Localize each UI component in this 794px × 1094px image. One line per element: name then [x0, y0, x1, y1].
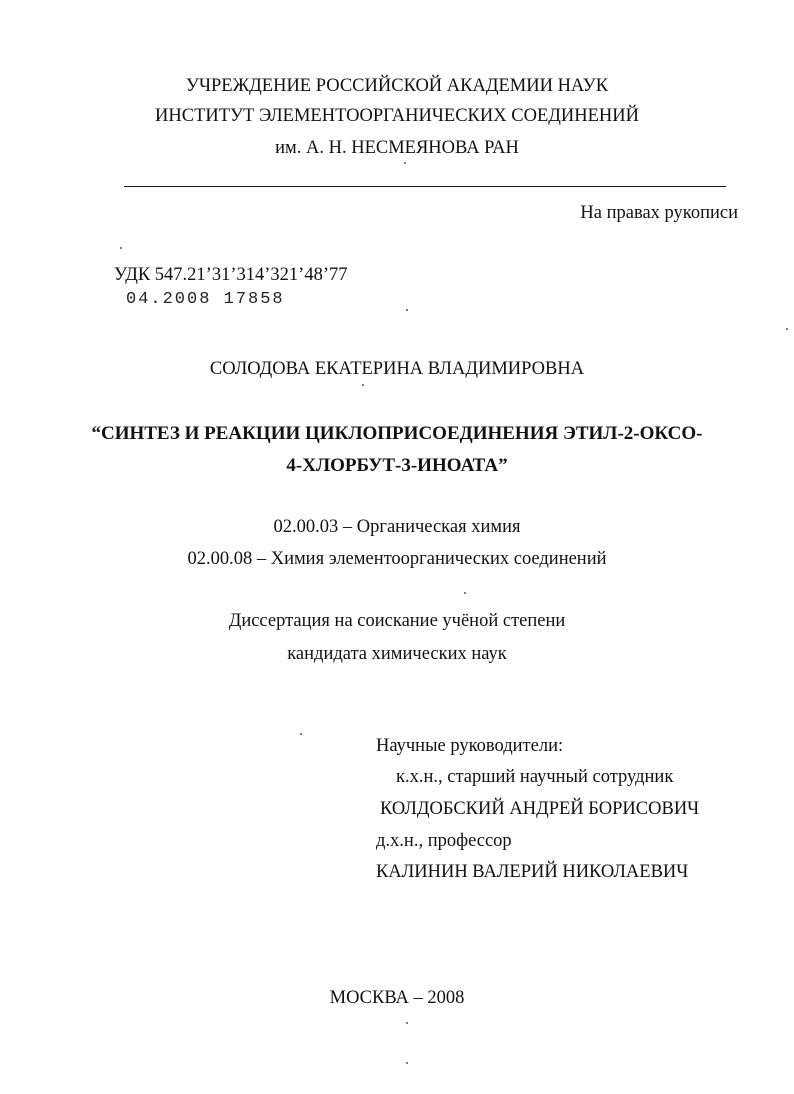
- scan-speck: [362, 384, 364, 386]
- scan-speck: [786, 328, 788, 330]
- supervisor-2-title: д.х.н., профессор: [376, 831, 512, 851]
- thesis-title-line-2: 4-ХЛОРБУТ-3-ИНОАТА”: [286, 455, 508, 476]
- city-year: МОСКВА – 2008: [329, 988, 465, 1008]
- degree-line-1: Диссертация на соискание учёной степени: [228, 611, 566, 631]
- supervisor-1-title: к.х.н., старший научный сотрудник: [396, 767, 674, 787]
- supervisor-2-name: КАЛИНИН ВАЛЕРИЙ НИКОЛАЕВИЧ: [376, 862, 689, 882]
- scan-speck: [120, 247, 122, 249]
- scan-speck: [300, 733, 302, 735]
- specialty-2: 02.00.08 – Химия элементоорганических соединений: [187, 549, 607, 569]
- institution-line-1: УЧРЕЖДЕНИЕ РОССИЙСКОЙ АКАДЕМИИ НАУК: [185, 76, 609, 96]
- scan-speck: [406, 1022, 408, 1024]
- rights-note: На правах рукописи: [580, 203, 738, 223]
- header-divider: [124, 186, 726, 187]
- supervisor-1-name: КОЛДОБСКИЙ АНДРЕЙ БОРИСОВИЧ: [380, 799, 700, 819]
- scan-speck: [406, 1062, 408, 1064]
- scan-speck: [464, 592, 466, 594]
- author-name: СОЛОДОВА ЕКАТЕРИНА ВЛАДИМИРОВНА: [209, 359, 585, 379]
- archive-stamp: 04.2008 17858: [126, 290, 285, 309]
- institution-line-3: им. А. Н. НЕСМЕЯНОВА РАН: [275, 138, 519, 158]
- institution-line-2: ИНСТИТУТ ЭЛЕМЕНТООРГАНИЧЕСКИХ СОЕДИНЕНИЙ: [155, 106, 639, 126]
- scan-speck: [406, 309, 408, 311]
- supervisors-heading: Научные руководители:: [376, 736, 564, 756]
- degree-line-2: кандидата химических наук: [287, 644, 507, 664]
- udk-code: УДК 547.21’31’314’321’48’77: [114, 265, 348, 285]
- thesis-title-line-1: “СИНТЕЗ И РЕАКЦИИ ЦИКЛОПРИСОЕДИНЕНИЯ ЭТИЛ-2-ОКСО-: [91, 423, 703, 444]
- specialty-1: 02.00.03 – Органическая химия: [273, 517, 521, 537]
- scan-speck: [404, 162, 406, 164]
